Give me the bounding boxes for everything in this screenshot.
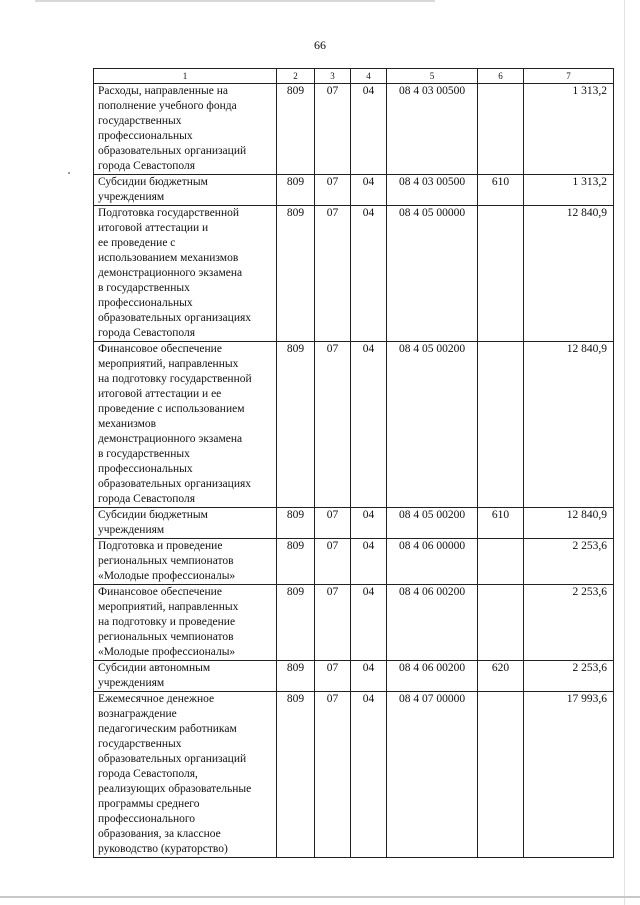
row-section-code: 07 (315, 585, 351, 661)
table-row (94, 692, 614, 858)
table-row (94, 175, 614, 206)
row-section-code: 07 (315, 692, 351, 858)
row-amount: 1 313,2 (524, 84, 614, 175)
row-section-code: 07 (315, 539, 351, 585)
row-expense-type: 610 (478, 175, 524, 206)
header-col-6: 6 (478, 69, 524, 84)
row-subsection-code: 04 (351, 84, 387, 175)
row-gr-code: 809 (277, 175, 315, 206)
header-col-1: 1 (94, 69, 277, 84)
row-amount: 2 253,6 (524, 661, 614, 692)
row-name: Расходы, направленные на пополнение учебного фонда государственных профессиональных образовательных организаций города Севастополя (94, 84, 277, 175)
row-gr-code: 809 (277, 661, 315, 692)
row-amount: 12 840,9 (524, 206, 614, 342)
table-row (94, 206, 614, 342)
row-name: Ежемесячное денежное вознаграждение педагогическим работникам государственных образовательных организаций города Севастополя, реализующих образовательные программы среднего профессионального образования, за классное руководство (кураторство) (94, 692, 277, 858)
row-target-code: 08 4 03 00500 (387, 175, 478, 206)
row-subsection-code: 04 (351, 342, 387, 508)
row-subsection-code: 04 (351, 539, 387, 585)
row-section-code: 07 (315, 175, 351, 206)
table-row (94, 342, 614, 508)
table-row (94, 585, 614, 661)
header-row (94, 69, 614, 84)
row-name: Подготовка государственной итоговой аттестации и ее проведение с использованием механизмов демонстрационного экзамена в государственных профессиональных образовательных организациях города Севастополя (94, 206, 277, 342)
scan-edge-bottom (0, 896, 640, 898)
row-target-code: 08 4 03 00500 (387, 84, 478, 175)
row-gr-code: 809 (277, 206, 315, 342)
row-section-code: 07 (315, 661, 351, 692)
row-section-code: 07 (315, 508, 351, 539)
table-row (94, 508, 614, 539)
row-expense-type (478, 342, 524, 508)
row-name: Субсидии бюджетным учреждениям (94, 508, 277, 539)
row-section-code: 07 (315, 342, 351, 508)
header-col-7: 7 (524, 69, 614, 84)
header-col-4: 4 (351, 69, 387, 84)
row-expense-type (478, 585, 524, 661)
page-number: 66 (314, 38, 326, 52)
row-amount: 12 840,9 (524, 342, 614, 508)
row-amount: 2 253,6 (524, 539, 614, 585)
row-target-code: 08 4 06 00000 (387, 539, 478, 585)
row-gr-code: 809 (277, 585, 315, 661)
row-section-code: 07 (315, 84, 351, 175)
row-name: Субсидии бюджетным учреждениям (94, 175, 277, 206)
row-subsection-code: 04 (351, 175, 387, 206)
row-gr-code: 809 (277, 84, 315, 175)
row-amount: 2 253,6 (524, 585, 614, 661)
row-expense-type (478, 539, 524, 585)
table-row (94, 661, 614, 692)
row-amount: 17 993,6 (524, 692, 614, 858)
row-gr-code: 809 (277, 508, 315, 539)
table-row (94, 84, 614, 175)
row-subsection-code: 04 (351, 508, 387, 539)
row-expense-type (478, 84, 524, 175)
row-target-code: 08 4 06 00200 (387, 661, 478, 692)
row-expense-type (478, 206, 524, 342)
row-target-code: 08 4 05 00000 (387, 206, 478, 342)
row-target-code: 08 4 05 00200 (387, 508, 478, 539)
row-amount: 12 840,9 (524, 508, 614, 539)
scan-edge-right (624, 0, 625, 905)
row-name: Подготовка и проведение региональных чемпионатов «Молодые профессионалы» (94, 539, 277, 585)
row-name: Субсидии автономным учреждениям (94, 661, 277, 692)
row-expense-type (478, 692, 524, 858)
row-amount: 1 313,2 (524, 175, 614, 206)
row-subsection-code: 04 (351, 692, 387, 858)
header-col-2: 2 (277, 69, 315, 84)
row-gr-code: 809 (277, 342, 315, 508)
budget-table (93, 68, 614, 858)
row-target-code: 08 4 06 00200 (387, 585, 478, 661)
row-expense-type: 620 (478, 661, 524, 692)
row-subsection-code: 04 (351, 661, 387, 692)
row-section-code: 07 (315, 206, 351, 342)
row-name: Финансовое обеспечение мероприятий, направленных на подготовку государственной итоговой аттестации и ее проведение с использованием механизмов демонстрационного экзамена в государственных профессиональных образовательных организациях города Севастополя (94, 342, 277, 508)
row-expense-type: 610 (478, 508, 524, 539)
row-target-code: 08 4 07 00000 (387, 692, 478, 858)
table-row (94, 539, 614, 585)
row-target-code: 08 4 05 00200 (387, 342, 478, 508)
row-gr-code: 809 (277, 539, 315, 585)
row-gr-code: 809 (277, 692, 315, 858)
row-name: Финансовое обеспечение мероприятий, направленных на подготовку и проведение региональных чемпионатов «Молодые профессионалы» (94, 585, 277, 661)
header-col-3: 3 (315, 69, 351, 84)
row-subsection-code: 04 (351, 585, 387, 661)
scan-edge-top (35, 0, 435, 2)
scan-speck (68, 172, 70, 174)
row-subsection-code: 04 (351, 206, 387, 342)
header-col-5: 5 (387, 69, 478, 84)
